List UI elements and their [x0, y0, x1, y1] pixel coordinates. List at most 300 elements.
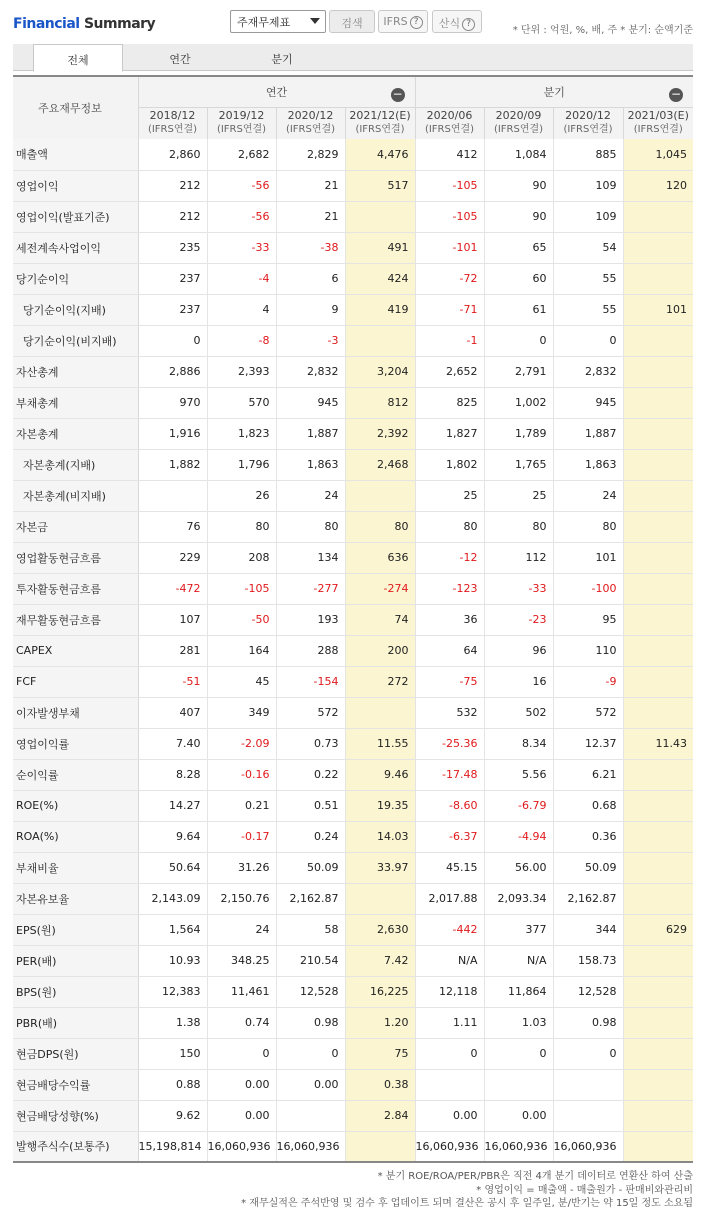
- table-cell: -33: [484, 573, 553, 604]
- table-cell: 12,383: [138, 976, 207, 1007]
- table-cell: -8.60: [415, 790, 484, 821]
- row-label: 투자활동현금흐름: [13, 573, 138, 604]
- table-cell: 9: [276, 294, 345, 325]
- table-cell: 158.73: [553, 945, 623, 976]
- collapse-quarter-icon[interactable]: −: [671, 87, 682, 101]
- period-tabs: [13, 44, 693, 71]
- table-cell: [623, 976, 693, 1007]
- table-cell: 7.40: [138, 728, 207, 759]
- table-cell: 348.25: [207, 945, 276, 976]
- table-row: [13, 945, 693, 976]
- table-cell: 1,823: [207, 418, 276, 449]
- table-cell: 945: [553, 387, 623, 418]
- collapse-annual-icon[interactable]: −: [392, 87, 403, 101]
- group-annual-label: 연간: [265, 85, 288, 99]
- table-cell: 2,093.34: [484, 883, 553, 914]
- row-label: 이자발생부채: [13, 697, 138, 728]
- table-cell: 193: [276, 604, 345, 635]
- column-period: 2020/09: [495, 109, 542, 123]
- table-row: [13, 1038, 693, 1069]
- table-cell: 21: [276, 170, 345, 201]
- table-cell: -17.48: [415, 759, 484, 790]
- table-cell: [623, 201, 693, 232]
- table-cell: 9.62: [138, 1100, 207, 1131]
- table-cell: 15,198,814: [138, 1131, 207, 1162]
- table-cell: -75: [415, 666, 484, 697]
- table-cell: 56.00: [484, 852, 553, 883]
- table-cell: 50.09: [553, 852, 623, 883]
- tab-all[interactable]: 전체: [33, 44, 123, 72]
- table-cell: 2,630: [345, 914, 415, 945]
- table-cell: [623, 232, 693, 263]
- table-cell: -51: [138, 666, 207, 697]
- chevron-down-icon: [310, 18, 320, 24]
- table-cell: 16,060,936: [484, 1131, 553, 1162]
- table-row: [13, 759, 693, 790]
- table-cell: 90: [484, 201, 553, 232]
- row-label: PBR(배): [13, 1007, 138, 1038]
- column-period: 2020/06: [426, 109, 473, 123]
- table-cell: 0: [207, 1038, 276, 1069]
- table-cell: 60: [484, 263, 553, 294]
- table-cell: [623, 852, 693, 883]
- table-cell: 101: [553, 542, 623, 573]
- table-cell: 10.93: [138, 945, 207, 976]
- table-cell: 50.09: [276, 852, 345, 883]
- table-cell: 76: [138, 511, 207, 542]
- table-cell: 80: [207, 511, 276, 542]
- table-cell: 2,652: [415, 356, 484, 387]
- table-cell: 0.73: [276, 728, 345, 759]
- table-cell: 2,143.09: [138, 883, 207, 914]
- row-label: 순이익률: [13, 759, 138, 790]
- table-cell: 16: [484, 666, 553, 697]
- table-cell: 377: [484, 914, 553, 945]
- column-header: [276, 107, 345, 139]
- table-cell: -154: [276, 666, 345, 697]
- table-cell: [276, 1100, 345, 1131]
- table-cell: 80: [276, 511, 345, 542]
- table-cell: 110: [553, 635, 623, 666]
- table-cell: [623, 759, 693, 790]
- table-cell: 36: [415, 604, 484, 635]
- table-cell: -105: [415, 170, 484, 201]
- table-cell: 2,832: [553, 356, 623, 387]
- table-cell: 2,150.76: [207, 883, 276, 914]
- table-cell: 2.84: [345, 1100, 415, 1131]
- header: [0, 0, 702, 44]
- formula-label: 산식: [438, 17, 461, 30]
- table-cell: 0.22: [276, 759, 345, 790]
- table-cell: 2,886: [138, 356, 207, 387]
- table-cell: 64: [415, 635, 484, 666]
- table-cell: [345, 697, 415, 728]
- footnote: * 영업이익 = 매출액 - 매출원가 - 판매비와관리비: [476, 1184, 693, 1196]
- table-row: [13, 542, 693, 573]
- table-cell: 54: [553, 232, 623, 263]
- row-label: 세전계속사업이익: [13, 232, 138, 263]
- table-cell: 14.27: [138, 790, 207, 821]
- table-cell: 12,528: [276, 976, 345, 1007]
- table-cell: 112: [484, 542, 553, 573]
- table-row: [13, 170, 693, 201]
- table-cell: [484, 1069, 553, 1100]
- table-cell: [623, 480, 693, 511]
- table-cell: [623, 511, 693, 542]
- table-cell: 7.42: [345, 945, 415, 976]
- help-icon: ?: [462, 18, 475, 31]
- table-cell: 164: [207, 635, 276, 666]
- tab-quarterly[interactable]: 분기: [271, 53, 293, 66]
- title-part1: Financial: [13, 16, 80, 32]
- row-label: 자본총계(지배): [13, 449, 138, 480]
- table-cell: [623, 1007, 693, 1038]
- table-cell: 945: [276, 387, 345, 418]
- row-label: 자산총계: [13, 356, 138, 387]
- table-cell: 0: [553, 1038, 623, 1069]
- table-cell: 570: [207, 387, 276, 418]
- table-cell: 61: [484, 294, 553, 325]
- table-cell: 0.38: [345, 1069, 415, 1100]
- table-cell: 491: [345, 232, 415, 263]
- table-cell: 12.37: [553, 728, 623, 759]
- table-cell: 208: [207, 542, 276, 573]
- table-cell: [345, 201, 415, 232]
- table-cell: 0.00: [207, 1069, 276, 1100]
- table-cell: [623, 449, 693, 480]
- table-cell: -56: [207, 201, 276, 232]
- table-cell: 0.74: [207, 1007, 276, 1038]
- group-annual: [138, 76, 415, 107]
- table-cell: [553, 1100, 623, 1131]
- table-cell: [623, 1069, 693, 1100]
- table-cell: 212: [138, 201, 207, 232]
- table-row: [13, 604, 693, 635]
- column-header: [345, 107, 415, 139]
- table-cell: 0: [484, 325, 553, 356]
- table-cell: 65: [484, 232, 553, 263]
- table-cell: 120: [623, 170, 693, 201]
- table-cell: 16,060,936: [207, 1131, 276, 1162]
- page-title: [13, 16, 155, 32]
- table-row: [13, 232, 693, 263]
- table-cell: 58: [276, 914, 345, 945]
- table-cell: 33.97: [345, 852, 415, 883]
- row-label: FCF: [13, 666, 138, 697]
- table-cell: 90: [484, 170, 553, 201]
- table-cell: 2,682: [207, 139, 276, 170]
- table-cell: 109: [553, 170, 623, 201]
- table-cell: [623, 697, 693, 728]
- table-cell: [623, 1100, 693, 1131]
- table-cell: 5.56: [484, 759, 553, 790]
- table-cell: 101: [623, 294, 693, 325]
- table-row: [13, 1069, 693, 1100]
- table-row: [13, 418, 693, 449]
- table-cell: 16,060,936: [553, 1131, 623, 1162]
- table-cell: 1,882: [138, 449, 207, 480]
- column-period: 2021/03(E): [627, 109, 689, 123]
- search-button[interactable]: 검색: [329, 10, 375, 33]
- row-label: ROA(%): [13, 821, 138, 852]
- help-icon: ?: [410, 16, 423, 29]
- column-header: [207, 107, 276, 139]
- table-cell: 1,863: [553, 449, 623, 480]
- table-cell: 80: [484, 511, 553, 542]
- table-cell: 0: [138, 325, 207, 356]
- table-cell: 21: [276, 201, 345, 232]
- table-cell: 517: [345, 170, 415, 201]
- row-label: ROE(%): [13, 790, 138, 821]
- table-cell: [345, 883, 415, 914]
- table-cell: 16,225: [345, 976, 415, 1007]
- table-cell: 1,564: [138, 914, 207, 945]
- table-cell: 2,791: [484, 356, 553, 387]
- table-cell: [623, 263, 693, 294]
- column-basis: (IFRS연결): [493, 124, 544, 136]
- table-cell: 2,162.87: [553, 883, 623, 914]
- column-basis: (IFRS연결): [633, 124, 683, 136]
- table-cell: 825: [415, 387, 484, 418]
- table-cell: -123: [415, 573, 484, 604]
- row-label: BPS(원): [13, 976, 138, 1007]
- column-header: [623, 107, 693, 139]
- column-period: 2020/12: [565, 109, 611, 123]
- column-basis: (IFRS연결): [355, 124, 405, 136]
- table-cell: 407: [138, 697, 207, 728]
- table-cell: 24: [553, 480, 623, 511]
- column-header: [138, 107, 207, 139]
- table-cell: 2,017.88: [415, 883, 484, 914]
- table-cell: 0.21: [207, 790, 276, 821]
- table-cell: 16,060,936: [415, 1131, 484, 1162]
- table-cell: 12,118: [415, 976, 484, 1007]
- table-cell: 212: [138, 170, 207, 201]
- table-cell: -105: [415, 201, 484, 232]
- row-header-title: 주요재무정보: [13, 76, 138, 139]
- column-period: 2021/12(E): [349, 109, 411, 123]
- column-header: [415, 107, 484, 139]
- column-basis: (IFRS연결): [147, 124, 198, 136]
- row-label: 부채총계: [13, 387, 138, 418]
- table-cell: -101: [415, 232, 484, 263]
- table-cell: -8: [207, 325, 276, 356]
- table-cell: [623, 387, 693, 418]
- table-cell: [623, 604, 693, 635]
- table-cell: -33: [207, 232, 276, 263]
- table-cell: 0.98: [276, 1007, 345, 1038]
- table-cell: 419: [345, 294, 415, 325]
- table-cell: 95: [553, 604, 623, 635]
- row-label: 당기순이익: [13, 263, 138, 294]
- table-cell: 50.64: [138, 852, 207, 883]
- table-cell: 2,832: [276, 356, 345, 387]
- table-cell: N/A: [484, 945, 553, 976]
- table-cell: [623, 635, 693, 666]
- table-cell: -6.79: [484, 790, 553, 821]
- table-cell: 25: [415, 480, 484, 511]
- table-cell: 1,863: [276, 449, 345, 480]
- table-cell: 1,916: [138, 418, 207, 449]
- table-cell: 1,765: [484, 449, 553, 480]
- row-label: 자본유보율: [13, 883, 138, 914]
- row-label: 당기순이익(비지배): [13, 325, 138, 356]
- table-cell: 1,789: [484, 418, 553, 449]
- table-cell: -274: [345, 573, 415, 604]
- footnotes: [241, 1170, 693, 1211]
- table-cell: 237: [138, 294, 207, 325]
- table-row: [13, 852, 693, 883]
- table-cell: 2,162.87: [276, 883, 345, 914]
- table-cell: 150: [138, 1038, 207, 1069]
- table-cell: 75: [345, 1038, 415, 1069]
- row-label: EPS(원): [13, 914, 138, 945]
- table-row: [13, 201, 693, 232]
- table-cell: [345, 325, 415, 356]
- table-cell: [553, 1069, 623, 1100]
- table-cell: [623, 418, 693, 449]
- table-cell: -4: [207, 263, 276, 294]
- table-cell: 502: [484, 697, 553, 728]
- statement-select[interactable]: [230, 10, 326, 33]
- table-cell: 237: [138, 263, 207, 294]
- table-cell: -9: [553, 666, 623, 697]
- table-cell: 1,887: [553, 418, 623, 449]
- table-cell: 11.55: [345, 728, 415, 759]
- table-cell: [623, 542, 693, 573]
- table-cell: 1,084: [484, 139, 553, 170]
- column-period: 2020/12: [287, 109, 334, 123]
- table-cell: 74: [345, 604, 415, 635]
- table-cell: -100: [553, 573, 623, 604]
- table-cell: -23: [484, 604, 553, 635]
- table-cell: -4.94: [484, 821, 553, 852]
- table-cell: 0.24: [276, 821, 345, 852]
- table-row: [13, 790, 693, 821]
- column-basis: (IFRS연결): [285, 124, 336, 136]
- table-cell: -105: [207, 573, 276, 604]
- table-cell: [623, 325, 693, 356]
- table-cell: -71: [415, 294, 484, 325]
- row-label: 현금DPS(원): [13, 1038, 138, 1069]
- table-row: [13, 976, 693, 1007]
- table-cell: 2,860: [138, 139, 207, 170]
- table-cell: -0.16: [207, 759, 276, 790]
- table-cell: 344: [553, 914, 623, 945]
- table-cell: 2,392: [345, 418, 415, 449]
- table-cell: -277: [276, 573, 345, 604]
- formula-button[interactable]: [432, 10, 482, 33]
- row-label: 자본금: [13, 511, 138, 542]
- row-label: 재무활동현금흐름: [13, 604, 138, 635]
- table-cell: 412: [415, 139, 484, 170]
- table-cell: 134: [276, 542, 345, 573]
- column-header: [484, 107, 553, 139]
- table-cell: 532: [415, 697, 484, 728]
- table-cell: 0: [553, 325, 623, 356]
- table-cell: 885: [553, 139, 623, 170]
- table-cell: 0.36: [553, 821, 623, 852]
- table-cell: 107: [138, 604, 207, 635]
- table-cell: 96: [484, 635, 553, 666]
- table-cell: [345, 1131, 415, 1162]
- tab-annual[interactable]: 연간: [169, 53, 191, 66]
- table-cell: 0: [276, 1038, 345, 1069]
- table-cell: [623, 1131, 693, 1162]
- table-cell: 1.20: [345, 1007, 415, 1038]
- table-row: [13, 480, 693, 511]
- row-label: 영업이익: [13, 170, 138, 201]
- table-cell: -472: [138, 573, 207, 604]
- table-cell: 0: [415, 1038, 484, 1069]
- table-row: [13, 883, 693, 914]
- table-cell: 9.64: [138, 821, 207, 852]
- table-cell: 970: [138, 387, 207, 418]
- table-cell: 6: [276, 263, 345, 294]
- row-label: 현금배당성향(%): [13, 1100, 138, 1131]
- table-row: [13, 1007, 693, 1038]
- table-cell: 25: [484, 480, 553, 511]
- ifrs-label: IFRS: [383, 15, 408, 28]
- table-cell: 11,461: [207, 976, 276, 1007]
- table-cell: 0.68: [553, 790, 623, 821]
- table-cell: [138, 480, 207, 511]
- row-label: 부채비율: [13, 852, 138, 883]
- table-cell: 200: [345, 635, 415, 666]
- group-quarter-label: 분기: [543, 85, 565, 99]
- table-row: [13, 1131, 693, 1162]
- table-cell: -25.36: [415, 728, 484, 759]
- table-cell: 109: [553, 201, 623, 232]
- table-row: [13, 139, 693, 170]
- table-cell: 235: [138, 232, 207, 263]
- table-cell: 229: [138, 542, 207, 573]
- table-cell: -38: [276, 232, 345, 263]
- row-label: 발행주식수(보통주): [13, 1131, 138, 1162]
- ifrs-button[interactable]: [378, 10, 428, 33]
- table-cell: 2,829: [276, 139, 345, 170]
- table-cell: 1,045: [623, 139, 693, 170]
- table-cell: 16,060,936: [276, 1131, 345, 1162]
- group-quarter: [415, 76, 693, 107]
- table-cell: [415, 1069, 484, 1100]
- row-label: 자본총계: [13, 418, 138, 449]
- table-row: [13, 666, 693, 697]
- table-cell: 0.00: [276, 1069, 345, 1100]
- table-cell: 8.34: [484, 728, 553, 759]
- table-row: [13, 635, 693, 666]
- column-period: 2019/12: [218, 109, 265, 123]
- table-cell: [623, 666, 693, 697]
- table-row: [13, 449, 693, 480]
- row-label: 매출액: [13, 139, 138, 170]
- table-cell: [623, 573, 693, 604]
- table-cell: 0.00: [415, 1100, 484, 1131]
- table-cell: 1,802: [415, 449, 484, 480]
- footnote: * 재무실적은 주석반영 및 검수 후 업데이트 되며 결산은 공시 후 일주일, 분/반기는 약 15일 정도 소요됨: [241, 1198, 693, 1209]
- table-row: [13, 821, 693, 852]
- table-cell: [623, 790, 693, 821]
- table-cell: [623, 1038, 693, 1069]
- table-cell: [623, 356, 693, 387]
- table-row: [13, 356, 693, 387]
- table-cell: [623, 821, 693, 852]
- table-cell: 24: [207, 914, 276, 945]
- table-cell: -442: [415, 914, 484, 945]
- table-row: [13, 573, 693, 604]
- column-header: [553, 107, 623, 139]
- row-label: CAPEX: [13, 635, 138, 666]
